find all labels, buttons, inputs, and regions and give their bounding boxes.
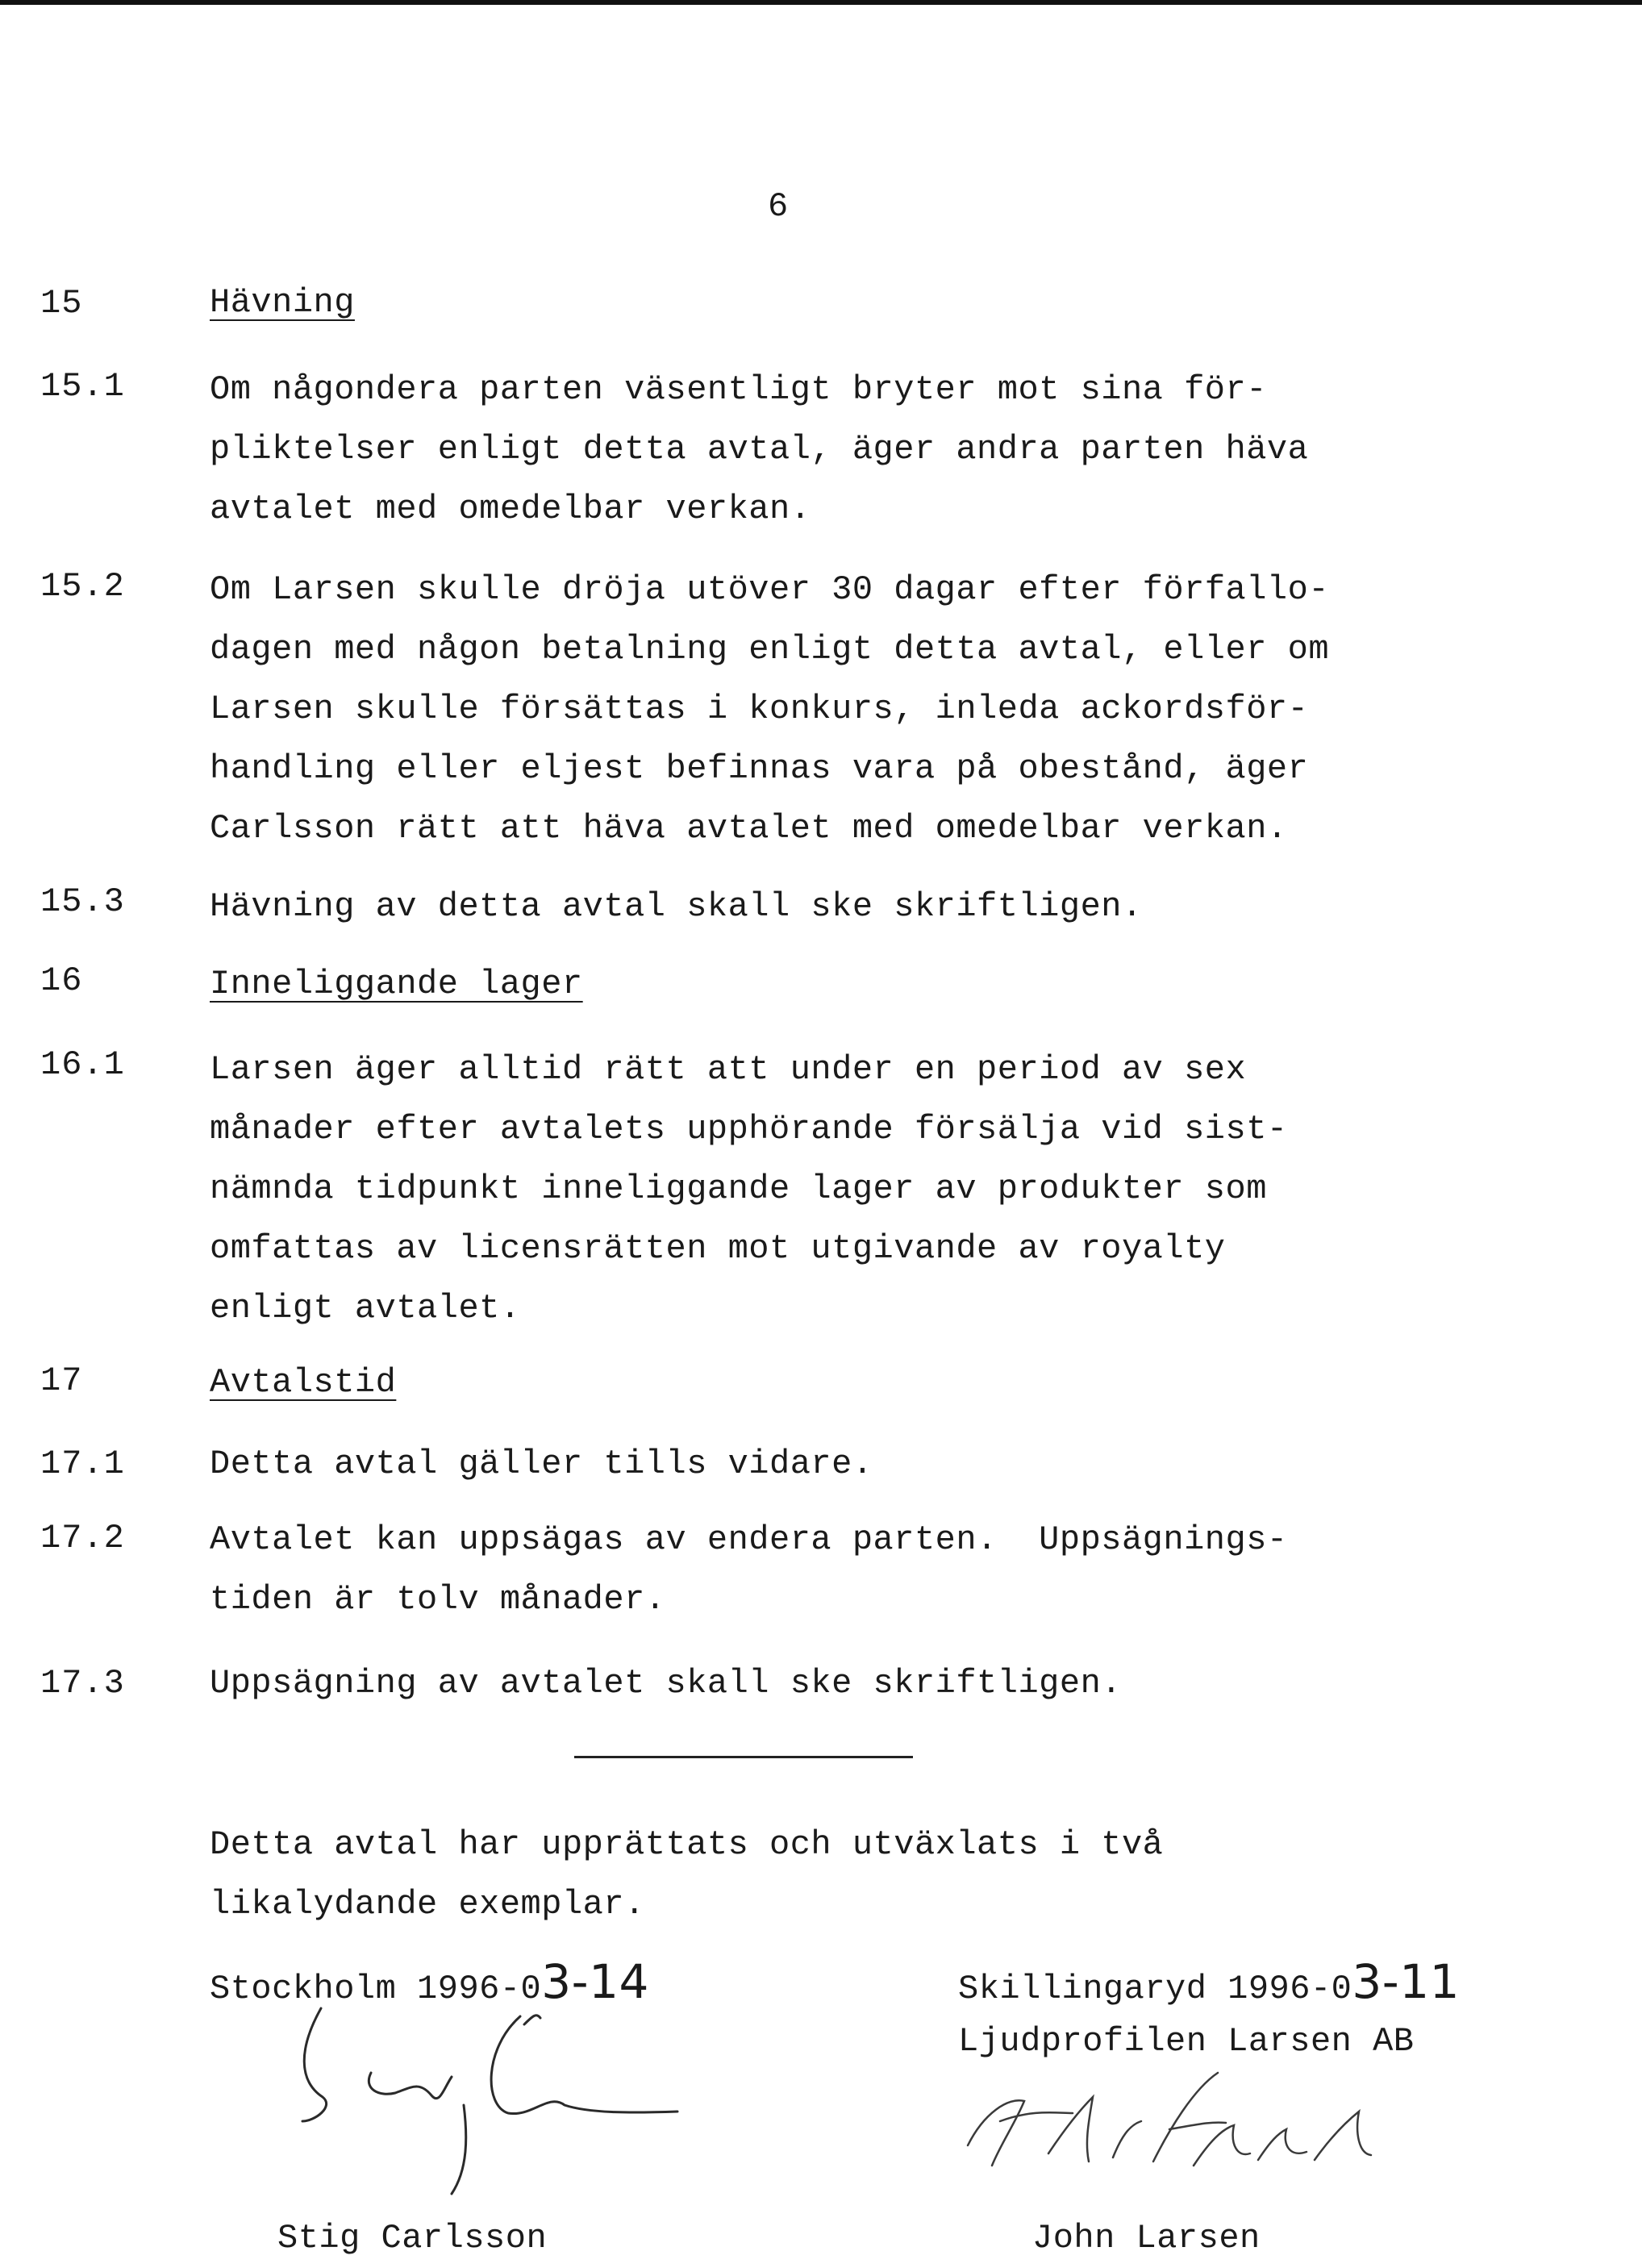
clause-number: 15.1 (40, 367, 125, 406)
text-line: handling eller eljest befinnas vara på obestånd, äger (210, 749, 1309, 788)
closing-text (210, 1815, 1163, 1934)
top-border-line (0, 0, 1642, 5)
text-line: enligt avtalet. (210, 1289, 521, 1328)
text-line: Larsen skulle försättas i konkurs, inleda ackordsför- (210, 690, 1309, 728)
section-heading: Avtalstid (210, 1363, 397, 1402)
clause-text (210, 360, 1308, 539)
text-line: Detta avtal har upprättats och utväxlats i två (210, 1825, 1164, 1864)
signatory-name-right: John Larsen (1032, 2219, 1261, 2258)
clause-text (210, 1040, 1288, 1338)
text-line: tiden är tolv månader. (210, 1580, 666, 1619)
clause-text (210, 877, 1143, 936)
text-line: nämnda tidpunkt inneliggande lager av produkter som (210, 1169, 1267, 1208)
company-name: Ljudprofilen Larsen AB (958, 2022, 1415, 2061)
clause-text (210, 1434, 873, 1494)
text-line: Avtalet kan uppsägas av endera parten. Uppsägnings- (210, 1520, 1288, 1559)
text-line: Carlsson rätt att häva avtalet med omedelbar verkan. (210, 809, 1288, 848)
page-number: 6 (768, 187, 789, 226)
text-line: Om någondera parten väsentligt bryter mot sina för- (210, 370, 1267, 409)
text-line: likalydande exemplar. (210, 1885, 645, 1924)
clause-number: 15.3 (40, 882, 125, 921)
signature-stig-carlsson (290, 2000, 710, 2210)
clause-number: 15.2 (40, 567, 125, 606)
signature-john-larsen (952, 2065, 1403, 2186)
signatory-name-left: Stig Carlsson (277, 2219, 548, 2258)
clause-number: 17.3 (40, 1664, 125, 1703)
signature-place-date-right: Skillingaryd 1996-03-11 (958, 1954, 1461, 2009)
section-number: 15 (40, 284, 83, 323)
text-line: Hävning av detta avtal skall ske skriftligen. (210, 887, 1143, 926)
section-heading: Hävning (210, 283, 355, 322)
clause-text (210, 1510, 1288, 1629)
text-line: pliktelser enligt detta avtal, äger andra parten häva (210, 430, 1309, 469)
text-line: Detta avtal gäller tills vidare. (210, 1445, 873, 1483)
text-line: dagen med någon betalning enligt detta avtal, eller om (210, 630, 1330, 669)
signature-place-date-left: Stockholm 1996-03-14 (210, 1954, 649, 2009)
clause-text (210, 1653, 1122, 1713)
section-number: 17 (40, 1361, 83, 1400)
text-line: omfattas av licensrätten mot utgivande av royalty (210, 1229, 1226, 1268)
clause-number: 16.1 (40, 1045, 125, 1084)
text-line: Om Larsen skulle dröja utöver 30 dagar efter förfallo- (210, 570, 1330, 609)
section-number: 16 (40, 961, 83, 1000)
clause-text (210, 560, 1329, 858)
divider-line (574, 1756, 913, 1758)
clause-number: 17.2 (40, 1519, 125, 1557)
text-line: månader efter avtalets upphörande försälja vid sist- (210, 1110, 1288, 1149)
text-line: avtalet med omedelbar verkan. (210, 490, 811, 528)
clause-number: 17.1 (40, 1445, 125, 1483)
section-heading: Inneliggande lager (210, 965, 583, 1003)
text-line: Larsen äger alltid rätt att under en period av sex (210, 1050, 1247, 1089)
text-line: Uppsägning av avtalet skall ske skriftligen. (210, 1664, 1122, 1703)
